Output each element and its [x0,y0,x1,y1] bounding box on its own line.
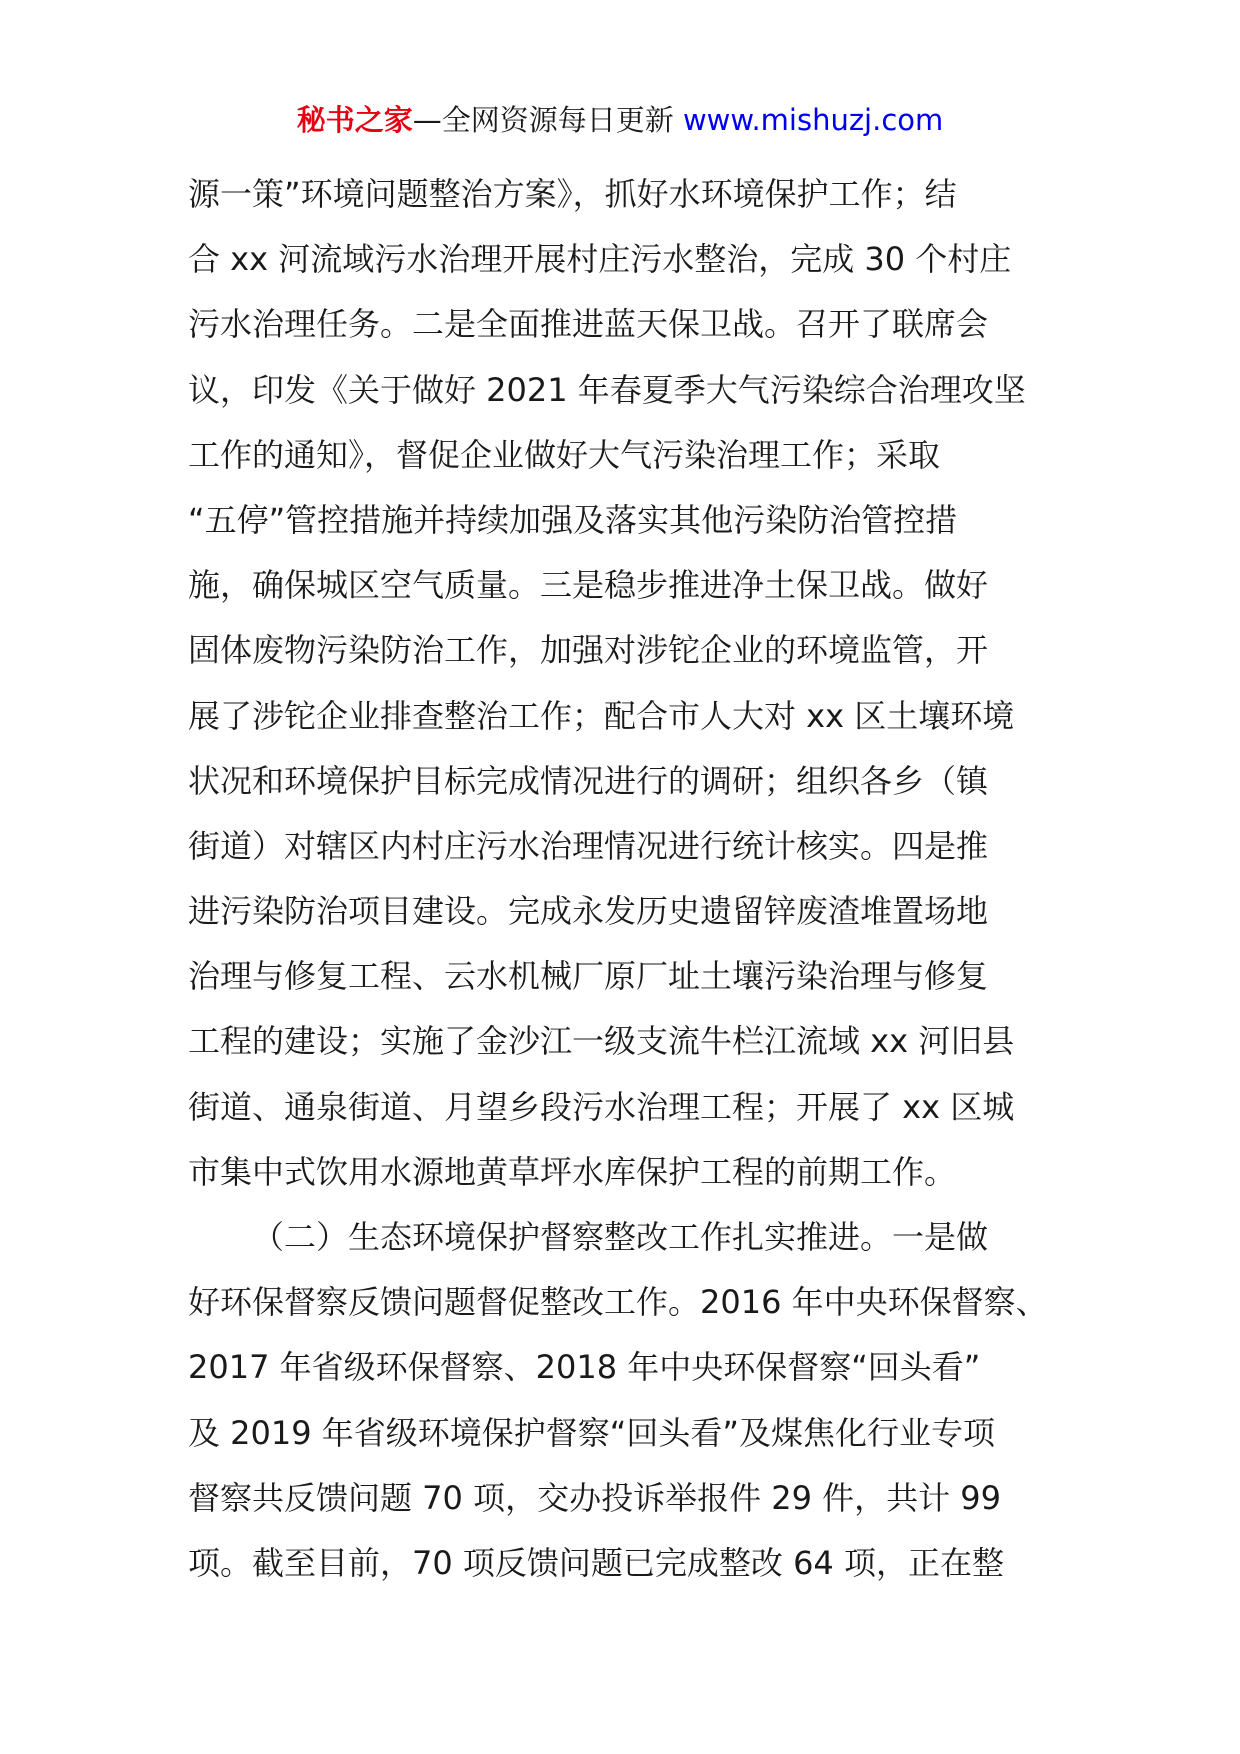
text-line: 及 2019 年省级环境保护督察“回头看”及煤焦化行业专项 [188,1413,995,1452]
paragraph-start-line: （二）生态环境保护督察整改工作扎实推进。一是做 [252,1218,989,1256]
text-line: 好环保督察反馈问题督促整改工作。2016 年中央环保督察、 [188,1283,1048,1322]
header-brand: 秘书之家 [296,103,413,137]
text-line: 展了涉铊企业排查整治工作；配合市人大对 xx 区土壤环境 [188,696,1015,735]
text-line: 治理与修复工程、云水机械厂原厂址土壤污染治理与修复 [188,957,989,996]
header-tagline: —全网资源每日更新 [412,103,674,137]
text-line: 污水治理任务。二是全面推进蓝天保卫战。召开了联席会 [188,305,989,344]
text-line: 进污染防治项目建设。完成永发历史遗留锌废渣堆置场地 [188,892,989,931]
text-line: 街道、通泉街道、月望乡段污水治理工程；开展了 xx 区城 [188,1087,1015,1126]
text-line: 工程的建设；实施了金沙江一级支流牛栏江流域 xx 河旧县 [188,1022,1015,1061]
header-url-link[interactable]: www.mishuzj.com [682,103,944,137]
text-line: 合 xx 河流域污水治理开展村庄污水整治，完成 30 个村庄 [188,240,1012,279]
text-line: 街道）对辖区内村庄污水治理情况进行统计核实。四是推 [188,826,989,865]
text-line: 源一策”环境问题整治方案》，抓好水环境保护工作；结 [188,175,957,213]
text-line: 工作的通知》，督促企业做好大气污染治理工作；采取 [188,435,941,474]
text-line: 固体废物污染防治工作，加强对涉铊企业的环境监管，开 [188,631,989,670]
text-line: 施，确保城区空气质量。三是稳步推进净土保卫战。做好 [188,566,989,605]
text-line: 议，印发《关于做好 2021 年春夏季大气污染综合治理攻坚 [188,370,1026,409]
text-line: 状况和环境保护目标完成情况进行的调研；组织各乡（镇 [188,761,989,800]
text-line: 项。截至目前，70 项反馈问题已完成整改 64 项，正在整 [188,1543,1004,1582]
text-line: 督察共反馈问题 70 项，交办投诉举报件 29 件，共计 99 [188,1478,1002,1517]
document-body [188,162,1068,1596]
text-line: 2017 年省级环保督察、2018 年中央环保督察“回头看” [188,1348,981,1387]
page-header [0,100,1240,140]
text-line: 市集中式饮用水源地黄草坪水库保护工程的前期工作。 [188,1152,957,1191]
text-line: “五停”管控措施并持续加强及落实其他污染防治管控措 [188,500,958,539]
